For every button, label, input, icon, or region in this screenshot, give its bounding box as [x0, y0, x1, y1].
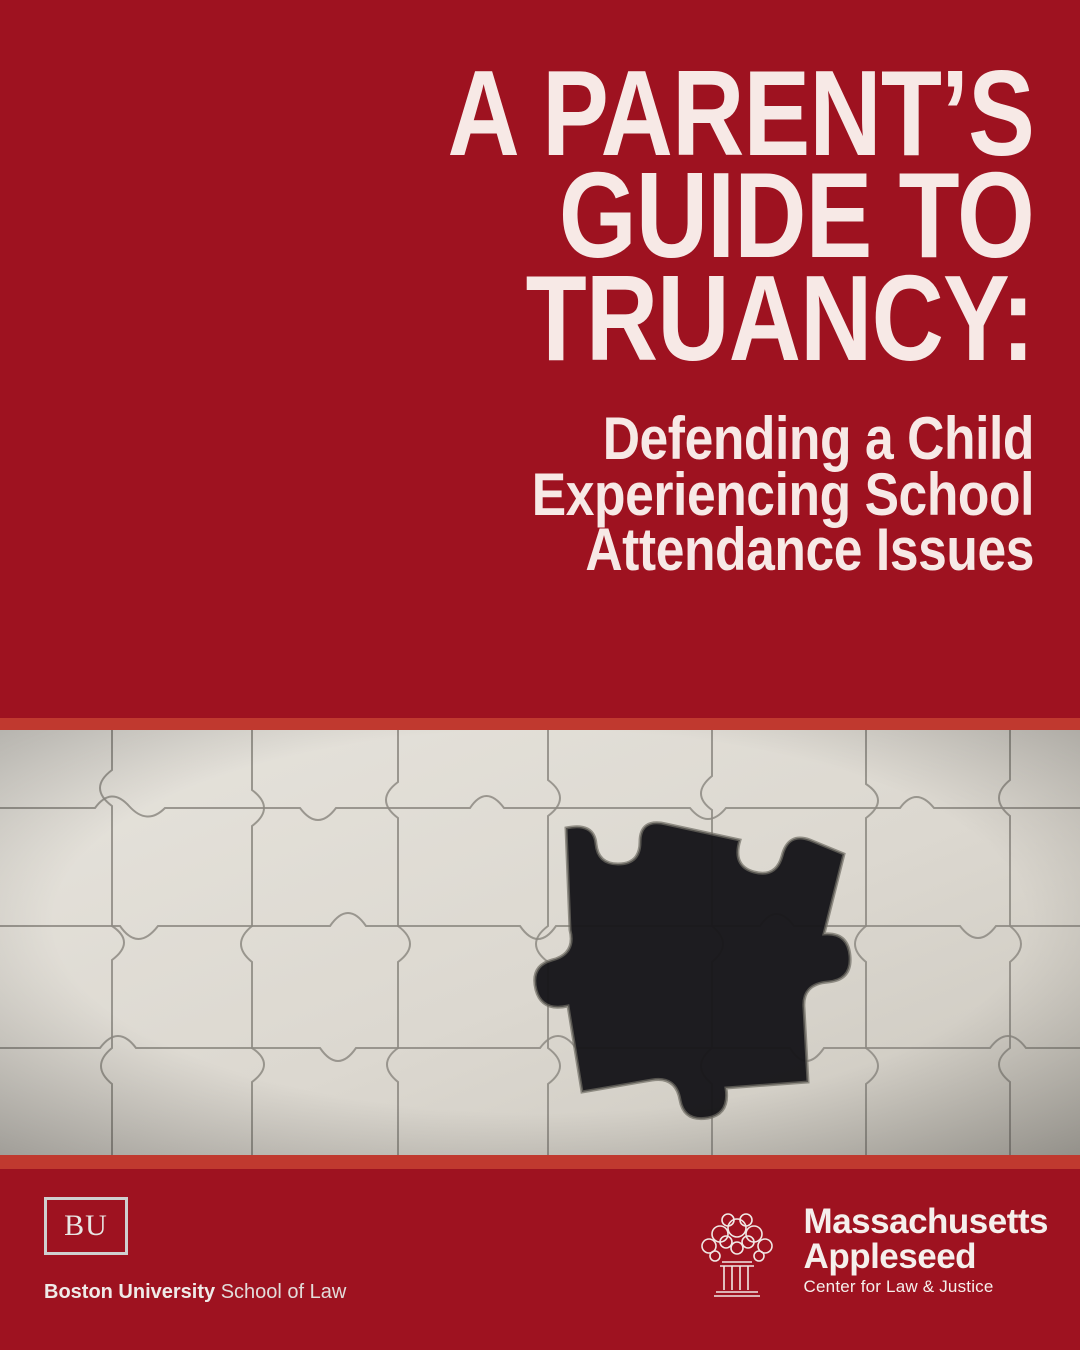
title-line-1: A PARENT’S: [447, 45, 1034, 181]
subtitle-line-2: Experiencing School: [531, 460, 1034, 528]
puzzle-illustration: [0, 730, 1080, 1155]
appleseed-line-2: Appleseed: [803, 1237, 977, 1277]
bu-name-light: School of Law: [215, 1281, 347, 1303]
page-title: [186, 45, 1034, 386]
title-line-2: GUIDE TO: [558, 147, 1034, 284]
bu-shield-icon: [44, 1197, 128, 1255]
divider-bar-top: [0, 718, 1080, 730]
footer: [0, 1169, 1080, 1350]
appleseed-wordmark: [804, 1204, 1048, 1300]
bu-law-logo: [44, 1197, 444, 1304]
bu-logo-text: [44, 1281, 444, 1304]
appleseed-line-3: Center for Law & Justice: [803, 1277, 994, 1297]
title-line-3: TRUANCY:: [525, 249, 1034, 386]
cover-image: [0, 730, 1080, 1155]
appleseed-logo: [682, 1204, 1048, 1300]
appleseed-line-1: Massachusetts: [803, 1202, 1048, 1242]
subtitle-line-1: Defending a Child: [602, 405, 1034, 473]
bu-name-bold: Boston University: [44, 1281, 216, 1303]
divider-bar-bottom: [0, 1155, 1080, 1169]
appleseed-tree-icon: [682, 1204, 792, 1300]
subtitle-line-3: Attendance Issues: [585, 515, 1034, 583]
page-subtitle: [145, 405, 1034, 583]
bu-mark-text: BU: [64, 1209, 108, 1242]
